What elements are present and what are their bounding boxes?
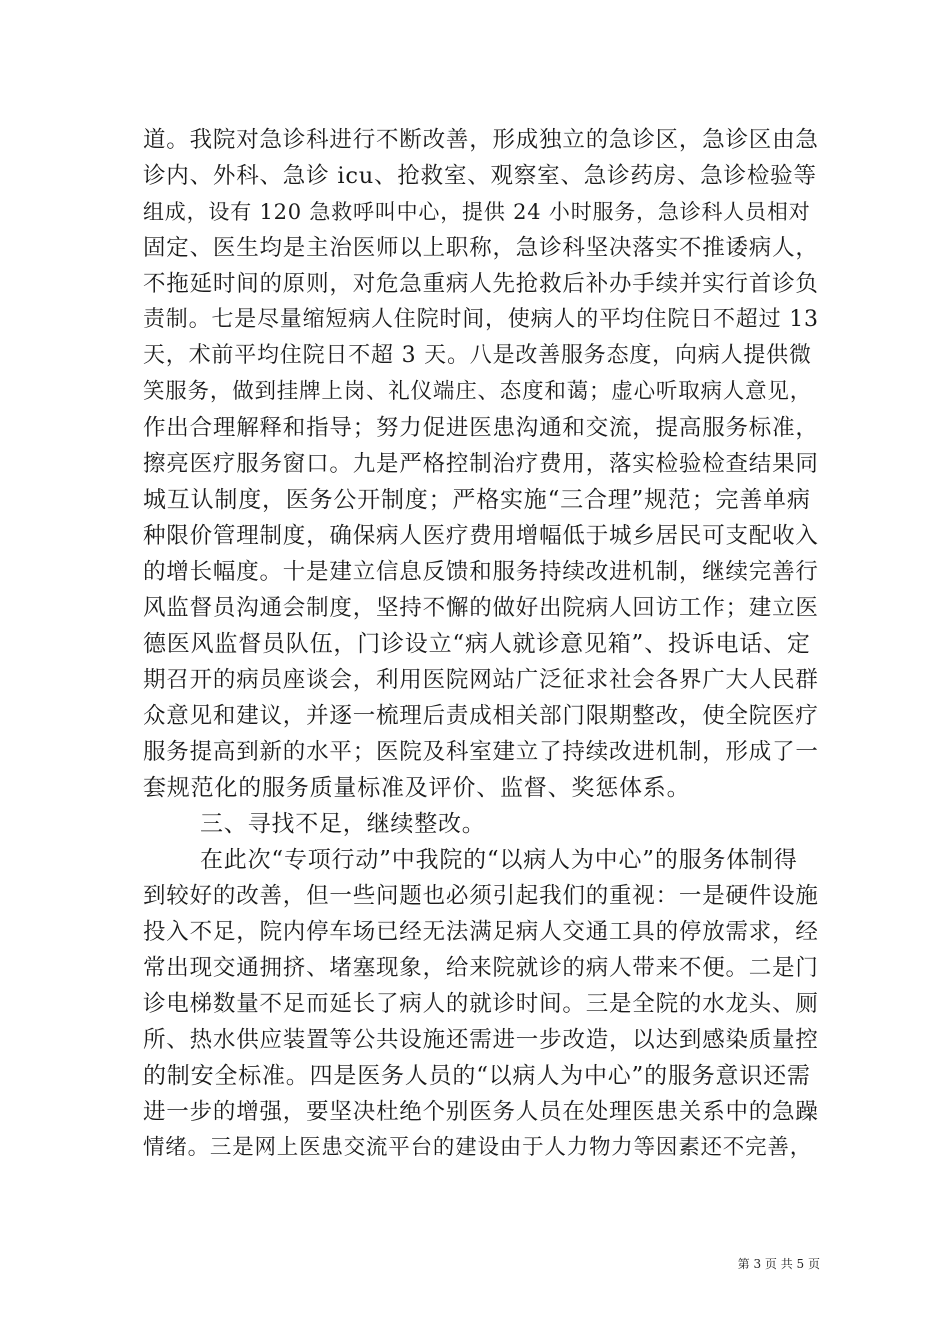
body-text-line: 笑服务，做到挂牌上岗、礼仪端庄、态度和蔼；虚心听取病人意见， [143, 379, 813, 404]
body-text-line: 进一步的增强，要坚决杜绝个别医务人员在处理医患关系中的急躁 [143, 1099, 819, 1125]
body-text-line: 不拖延时间的原则，对危急重病人先抢救后补办手续并实行首诊负 [143, 271, 819, 297]
page-number-footer: 第 3 页 共 5 页 [737, 1257, 820, 1271]
body-text-line: 作出合理解释和指导；努力促进医患沟通和交流，提高服务标准， [143, 415, 819, 441]
body-text-line: 的制安全标准。四是医务人员的“以病人为中心”的服务意识还需 [143, 1063, 811, 1089]
body-text-line: 擦亮医疗服务窗口。九是严格控制治疗费用，落实检验检查结果同 [143, 451, 819, 477]
body-text-line: 城互认制度，医务公开制度；严格实施“三合理”规范；完善单病 [143, 487, 811, 513]
body-text-line: 的增长幅度。十是建立信息反馈和服务持续改进机制，继续完善行 [143, 559, 819, 585]
body-text-line: 责制。七是尽量缩短病人住院时间，使病人的平均住院日不超过 13 [143, 307, 819, 332]
body-text-line: 诊电梯数量不足而延长了病人的就诊时间。三是全院的水龙头、厕 [143, 991, 819, 1017]
body-text-line: 投入不足，院内停车场已经无法满足病人交通工具的停放需求，经 [143, 919, 819, 945]
body-text-line: 德医风监督员队伍，门诊设立“病人就诊意见箱”、投诉电话、定 [143, 631, 811, 657]
body-text-line: 期召开的病员座谈会，利用医院网站广泛征求社会各界广大人民群 [143, 667, 819, 693]
body-text-line: 天，术前平均住院日不超 3 天。八是改善服务态度，向病人提供微 [143, 343, 812, 368]
body-text-line: 情绪。三是网上医患交流平台的建设由于人力物力等因素还不完善， [143, 1135, 813, 1160]
body-text-line: 服务提高到新的水平；医院及科室建立了持续改进机制，形成了一 [143, 739, 819, 765]
body-text-line: 套规范化的服务质量标准及评价、监督、奖惩体系。 [143, 775, 691, 801]
section-heading: 三、寻找不足，继续整改。 [200, 811, 486, 837]
body-text-line: 常出现交通拥挤、堵塞现象，给来院就诊的病人带来不便。二是门 [143, 955, 819, 981]
paragraph-first-line: 在此次“专项行动”中我院的“以病人为中心”的服务体制得 [200, 847, 798, 873]
body-text-line: 到较好的改善，但一些问题也必须引起我们的重视：一是硬件设施 [143, 883, 819, 909]
body-text-line: 组成，设有 120 急救呼叫中心，提供 24 小时服务，急诊科人员相对 [143, 200, 811, 224]
body-text-line: 固定、医生均是主治医师以上职称，急诊科坚决落实不推诿病人， [143, 235, 819, 261]
body-text-line: 道。我院对急诊科进行不断改善，形成独立的急诊区，急诊区由急 [143, 127, 819, 153]
body-text-line: 所、热水供应装置等公共设施还需进一步改造，以达到感染质量控 [143, 1027, 819, 1053]
body-text-line: 风监督员沟通会制度，坚持不懈的做好出院病人回访工作；建立医 [143, 595, 819, 621]
body-text-line: 诊内、外科、急诊 icu、抢救室、观察室、急诊药房、急诊检验等 [143, 163, 817, 189]
body-text-line: 众意见和建议，并逐一梳理后责成相关部门限期整改，使全院医疗 [143, 703, 819, 729]
body-text-line: 种限价管理制度，确保病人医疗费用增幅低于城乡居民可支配收入 [143, 523, 819, 549]
